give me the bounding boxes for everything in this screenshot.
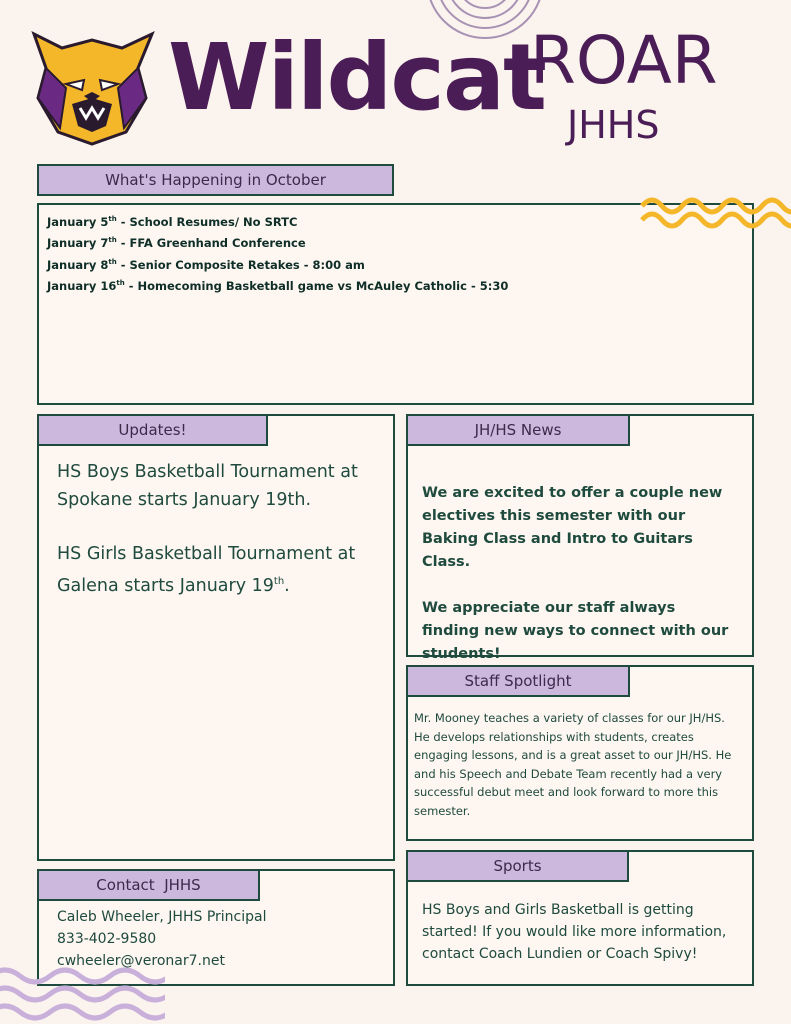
contact-email[interactable]: cwheeler@veronar7.net	[57, 953, 225, 969]
contact-tab-label: Contact JHHS	[96, 876, 201, 894]
contact-phone[interactable]: 833-402-9580	[57, 931, 157, 947]
event-item: January 8th - Senior Composite Retakes - 8:00 am	[47, 257, 365, 272]
sports-tab	[406, 850, 629, 882]
updates-content	[57, 458, 377, 600]
sports-content: HS Boys and Girls Basketball is getting started! If you would like more information, contact Coach Lundien or Coach Spivy!	[422, 902, 727, 962]
decorative-squiggle-yellow	[640, 192, 791, 232]
title-jhhs: JHHS	[567, 103, 660, 147]
title-roar: ROAR	[530, 22, 718, 99]
news-tab	[406, 414, 630, 446]
staff-tab	[406, 665, 630, 697]
updates-tab-label: Updates!	[118, 421, 187, 439]
contact-tab	[37, 869, 260, 901]
news-paragraph: We appreciate our staff always finding new ways to connect with our students!	[422, 600, 729, 662]
news-content	[422, 482, 737, 666]
event-item: January 5th - School Resumes/ No SRTC	[47, 214, 298, 229]
news-tab-label: JH/HS News	[474, 421, 562, 439]
update-item: HS Boys Basketball Tournament at Spokane starts January 19th.	[57, 462, 358, 510]
contact-name: Caleb Wheeler, JHHS Principal	[57, 909, 267, 925]
events-tab	[37, 164, 394, 196]
decorative-squiggle-purple	[0, 962, 165, 1024]
staff-content: Mr. Mooney teaches a variety of classes for our JH/HS. He develops relationships with students, creates engaging lessons, and is a great asset to our JH/HS. He and his Speech and Debate Team recently had a very successful debut meet and look forward to more this semester.	[414, 711, 732, 818]
event-item: January 16th - Homecoming Basketball game vs McAuley Catholic - 5:30	[47, 278, 509, 293]
sports-tab-label: Sports	[493, 857, 542, 875]
update-item: HS Girls Basketball Tournament at Galena starts January 19th.	[57, 544, 356, 596]
title-wildcat: Wildcat	[168, 24, 545, 131]
staff-tab-label: Staff Spotlight	[464, 672, 572, 690]
events-tab-label: What's Happening in October	[105, 171, 326, 189]
events-list	[47, 210, 508, 295]
updates-tab	[37, 414, 268, 446]
event-item: January 7th - FFA Greenhand Conference	[47, 236, 306, 251]
wildcat-logo	[26, 28, 158, 146]
news-paragraph: We are excited to offer a couple new electives this semester with our Baking Class and Intro to Guitars Class.	[422, 485, 723, 570]
